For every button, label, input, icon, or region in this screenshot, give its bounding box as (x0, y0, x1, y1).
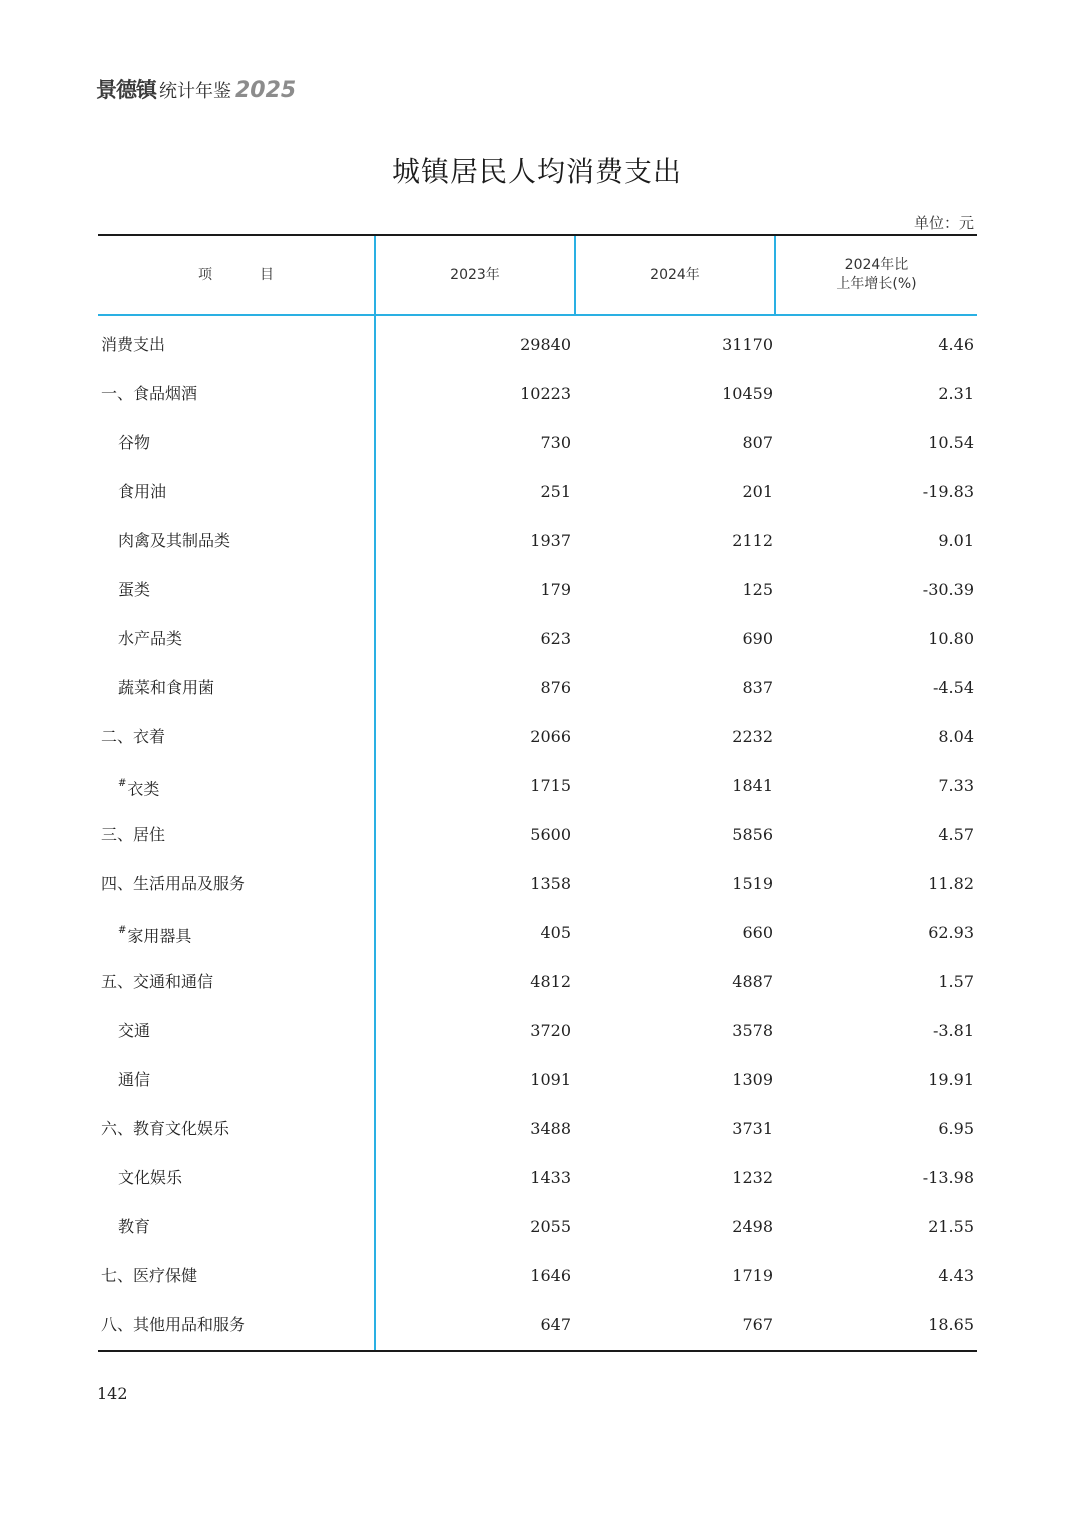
table-row (98, 614, 977, 663)
value-2024: 2232 (732, 727, 773, 746)
row-label (101, 859, 245, 908)
value-2024: 1841 (732, 776, 773, 795)
row-label (101, 369, 197, 418)
table-row (98, 418, 977, 467)
row-label (101, 1300, 245, 1349)
row-label (118, 761, 159, 813)
row-label-text: 六、教育文化娱乐 (101, 1119, 230, 1138)
row-label-text: 文化娱乐 (118, 1168, 183, 1187)
row-label (118, 663, 214, 712)
table-bottom-rule (98, 1350, 977, 1352)
value-2024: 4887 (732, 972, 773, 991)
table-row (98, 1300, 977, 1349)
value-growth: -3.81 (932, 1021, 974, 1040)
row-label-text: 通信 (118, 1070, 151, 1089)
value-2023: 10223 (520, 384, 571, 403)
page-title: 城镇居民人均消费支出 (391, 155, 682, 188)
value-growth: 10.80 (928, 629, 974, 648)
value-2023: 1358 (530, 874, 571, 893)
value-2023: 251 (540, 482, 571, 501)
value-2023: 876 (540, 678, 571, 697)
table-row (98, 957, 977, 1006)
value-2024: 1719 (732, 1266, 773, 1285)
value-2024: 5856 (732, 825, 773, 844)
header-item-char-2: 目 (260, 266, 274, 283)
table-row (98, 369, 977, 418)
row-label (118, 516, 230, 565)
row-label (101, 957, 213, 1006)
table-row (98, 859, 977, 908)
row-label-text: 蔬菜和食用菌 (118, 678, 215, 697)
value-2023: 1091 (530, 1070, 571, 1089)
table-row (98, 810, 977, 859)
table-row (98, 1251, 977, 1300)
value-growth: 9.01 (938, 531, 974, 550)
value-growth: 2.31 (938, 384, 974, 403)
value-2024: 31170 (722, 335, 773, 354)
table-row (98, 663, 977, 712)
header-2023: 2023年 (450, 266, 500, 283)
row-label-text: 蛋类 (118, 580, 151, 599)
row-label-text: 肉禽及其制品类 (118, 531, 231, 550)
table-row (98, 712, 977, 761)
row-label-text: 二、衣着 (101, 727, 166, 746)
table-row (98, 761, 977, 810)
row-label-text: 水产品类 (118, 629, 183, 648)
value-2024: 2112 (732, 531, 773, 550)
value-2023: 29840 (520, 335, 571, 354)
header-2024: 2024年 (650, 266, 700, 283)
value-growth: -30.39 (922, 580, 974, 599)
table-row (98, 1055, 977, 1104)
value-growth: 62.93 (928, 923, 974, 942)
value-2024: 3578 (732, 1021, 773, 1040)
value-growth: -4.54 (932, 678, 974, 697)
row-label (101, 320, 165, 369)
header-growth-line2: 上年增长(%) (836, 276, 917, 292)
row-label (118, 1055, 150, 1104)
value-2023: 3720 (530, 1021, 571, 1040)
value-2024: 125 (742, 580, 773, 599)
row-label-text: 四、生活用品及服务 (101, 874, 246, 893)
table-row (98, 1202, 977, 1251)
value-2023: 623 (540, 629, 571, 648)
value-2023: 1646 (530, 1266, 571, 1285)
value-2023: 405 (540, 923, 571, 942)
row-label-text: 三、居住 (101, 825, 166, 844)
row-label (118, 565, 150, 614)
value-growth: 19.91 (928, 1070, 974, 1089)
header-item (98, 236, 374, 314)
value-growth: 18.65 (928, 1315, 974, 1334)
value-growth: 6.95 (938, 1119, 974, 1138)
row-label (118, 1153, 182, 1202)
value-2024: 3731 (732, 1119, 773, 1138)
row-label (118, 614, 182, 663)
value-2024: 10459 (722, 384, 773, 403)
row-label (118, 1202, 150, 1251)
value-2023: 647 (540, 1315, 571, 1334)
table-row (98, 1006, 977, 1055)
value-growth: 11.82 (928, 874, 974, 893)
value-2024: 201 (742, 482, 773, 501)
row-label (118, 418, 150, 467)
value-growth: -19.83 (922, 482, 974, 501)
value-growth: 8.04 (938, 727, 974, 746)
expenditure-table (98, 234, 977, 1352)
value-2023: 3488 (530, 1119, 571, 1138)
value-growth: 21.55 (928, 1217, 974, 1236)
row-label (101, 712, 165, 761)
value-2024: 690 (742, 629, 773, 648)
value-2024: 767 (742, 1315, 773, 1334)
value-2023: 1715 (530, 776, 571, 795)
value-2023: 1433 (530, 1168, 571, 1187)
value-2024: 660 (742, 923, 773, 942)
value-2023: 4812 (530, 972, 571, 991)
value-growth: 4.57 (938, 825, 974, 844)
row-label-text: 家用器具 (127, 926, 192, 946)
value-growth: 7.33 (938, 776, 974, 795)
table-header (98, 236, 977, 316)
value-growth: 1.57 (938, 972, 974, 991)
value-2024: 1519 (732, 874, 773, 893)
row-label (118, 467, 166, 516)
table-row (98, 467, 977, 516)
header-growth-line1: 2024年比 (844, 257, 909, 273)
row-label-text: 消费支出 (101, 335, 166, 354)
running-head-city: 景德镇 (96, 78, 156, 102)
value-growth: 4.46 (938, 335, 974, 354)
row-label-text: 八、其他用品和服务 (101, 1315, 246, 1334)
value-2023: 730 (540, 433, 571, 452)
running-head (96, 74, 296, 104)
table-row (98, 908, 977, 957)
row-label-text: 五、交通和通信 (101, 972, 214, 991)
table-row (98, 320, 977, 369)
running-head-year: 2025 (235, 78, 297, 103)
unit-note: 单位：元 (913, 214, 974, 232)
value-2023: 2055 (530, 1217, 571, 1236)
row-label (101, 1104, 229, 1153)
value-2023: 2066 (530, 727, 571, 746)
row-label-text: 衣类 (127, 779, 160, 799)
row-label (118, 908, 191, 960)
header-growth (776, 236, 977, 314)
row-label-text: 教育 (118, 1217, 151, 1236)
running-head-book: 统计年鉴 (159, 81, 231, 102)
page-number: 142 (97, 1384, 128, 1403)
row-label-text: 谷物 (118, 433, 151, 452)
table-row (98, 1104, 977, 1153)
row-marker: # (118, 778, 127, 789)
value-2024: 2498 (732, 1217, 773, 1236)
header-item-char-1: 项 (198, 266, 212, 283)
value-2024: 1232 (732, 1168, 773, 1187)
value-2023: 5600 (530, 825, 571, 844)
row-label-text: 七、医疗保健 (101, 1266, 198, 1285)
table-row (98, 565, 977, 614)
value-2023: 179 (540, 580, 571, 599)
table-row (98, 516, 977, 565)
value-2023: 1937 (530, 531, 571, 550)
table-row (98, 1153, 977, 1202)
row-label (118, 1006, 150, 1055)
value-2024: 1309 (732, 1070, 773, 1089)
row-label-text: 食用油 (118, 482, 167, 501)
value-growth: 4.43 (938, 1266, 974, 1285)
value-growth: -13.98 (922, 1168, 974, 1187)
value-2024: 837 (742, 678, 773, 697)
row-label-text: 一、食品烟酒 (101, 384, 198, 403)
value-growth: 10.54 (928, 433, 974, 452)
row-label-text: 交通 (118, 1021, 151, 1040)
row-label (101, 810, 165, 859)
row-label (101, 1251, 197, 1300)
value-2024: 807 (742, 433, 773, 452)
table-body (98, 316, 977, 1350)
row-marker: # (118, 925, 127, 936)
